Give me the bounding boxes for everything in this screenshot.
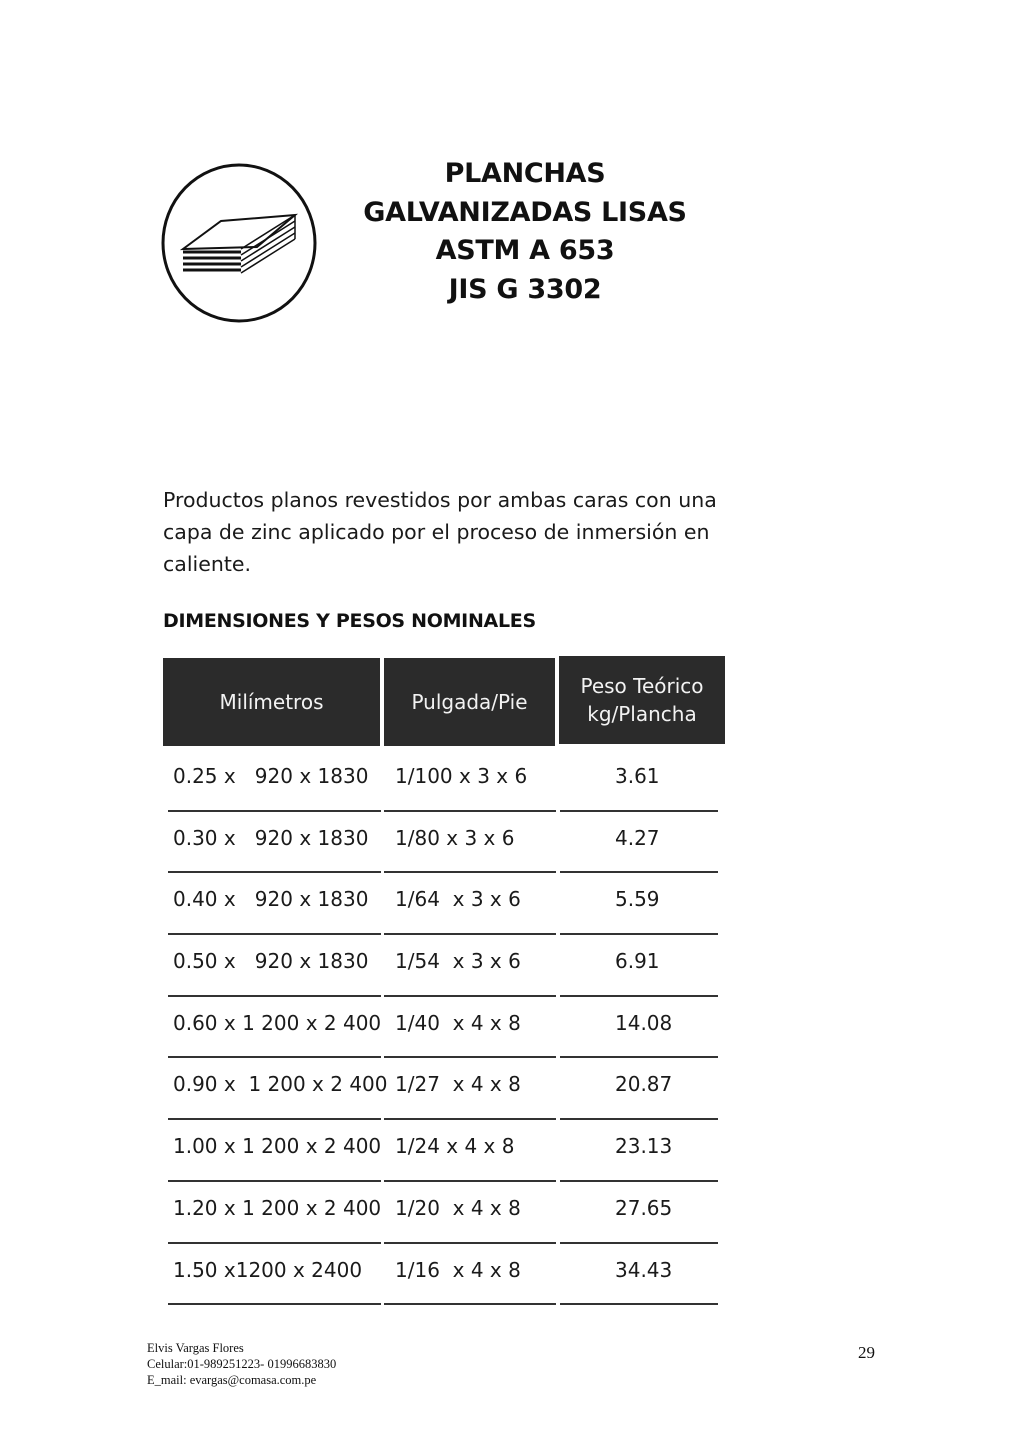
row-divider [168, 1303, 381, 1305]
cell-inch-foot: 1/20 x 4 x 8 [395, 1195, 521, 1220]
title-line-3: ASTM A 653 [435, 235, 615, 266]
cell-millimeters: 0.40 x 920 x 1830 [173, 887, 369, 912]
cell-millimeters: 0.60 x 1 200 x 2 400 [173, 1010, 382, 1035]
cell-inch-foot: 1/24 x 4 x 8 [395, 1134, 515, 1159]
cell-weight: 20.87 [615, 1072, 673, 1097]
table-row [163, 812, 725, 874]
section-title: DIMENSIONES Y PESOS NOMINALES [163, 610, 536, 632]
table-row [163, 1120, 725, 1182]
dimensions-table [163, 656, 725, 1282]
cell-inch-foot: 1/80 x 3 x 6 [395, 825, 515, 850]
table-header [163, 656, 725, 746]
row-divider [560, 1303, 718, 1305]
header-inch-foot: Pulgada/Pie [384, 658, 555, 746]
header-millimeters: Milímetros [163, 658, 380, 746]
cell-millimeters: 1.00 x 1 200 x 2 400 [173, 1134, 382, 1159]
table-body [163, 750, 725, 1305]
cell-inch-foot: 1/100 x 3 x 6 [395, 764, 528, 788]
cell-weight: 5.59 [615, 887, 660, 912]
footer-contact [147, 1340, 336, 1388]
table-row [163, 997, 725, 1059]
footer-phone: Celular:01-989251223- 01996683830 [147, 1357, 337, 1371]
cell-inch-foot: 1/27 x 4 x 8 [395, 1072, 521, 1097]
product-description: Productos planos revestidos por ambas caras con una capa de zinc aplicado por el proceso de inmersión en caliente. [163, 488, 717, 576]
footer-name: Elvis Vargas Flores [147, 1341, 244, 1355]
cell-weight: 4.27 [615, 825, 660, 850]
cell-millimeters: 0.25 x 920 x 1830 [173, 764, 369, 788]
cell-weight: 6.91 [615, 949, 660, 974]
cell-inch-foot: 1/64 x 3 x 6 [395, 887, 521, 912]
cell-inch-foot: 1/40 x 4 x 8 [395, 1010, 521, 1035]
cell-millimeters: 0.50 x 920 x 1830 [173, 949, 369, 974]
table-row [163, 1058, 725, 1120]
cell-millimeters: 1.50 x1200 x 2400 [173, 1257, 363, 1282]
header-weight: Peso Teórico kg/Plancha [559, 656, 725, 744]
table-row [163, 873, 725, 935]
cell-millimeters: 1.20 x 1 200 x 2 400 [173, 1195, 382, 1220]
table-row [163, 935, 725, 997]
table-row [163, 1182, 725, 1244]
cell-weight: 14.08 [615, 1010, 673, 1035]
title-line-2: GALVANIZADAS LISAS [363, 196, 687, 228]
page-number: 29 [858, 1343, 875, 1362]
title-line-4: JIS G 3302 [448, 273, 602, 305]
cell-weight: 34.43 [615, 1257, 673, 1282]
table-row [163, 750, 725, 812]
cell-weight: 27.65 [615, 1195, 673, 1220]
table-row [163, 1244, 725, 1306]
stacked-sheets-icon [161, 163, 317, 323]
row-divider [384, 1303, 556, 1305]
footer-email: E_mail: evargas@comasa.com.pe [147, 1373, 317, 1387]
cell-millimeters: 0.30 x 920 x 1830 [173, 825, 369, 850]
cell-weight: 3.61 [615, 764, 660, 788]
cell-inch-foot: 1/16 x 4 x 8 [395, 1257, 521, 1282]
cell-inch-foot: 1/54 x 3 x 6 [395, 949, 521, 974]
cell-millimeters: 0.90 x 1 200 x 2 400 [173, 1072, 388, 1097]
page-title [330, 155, 720, 309]
title-line-1: PLANCHAS [444, 158, 606, 189]
cell-weight: 23.13 [615, 1134, 673, 1159]
